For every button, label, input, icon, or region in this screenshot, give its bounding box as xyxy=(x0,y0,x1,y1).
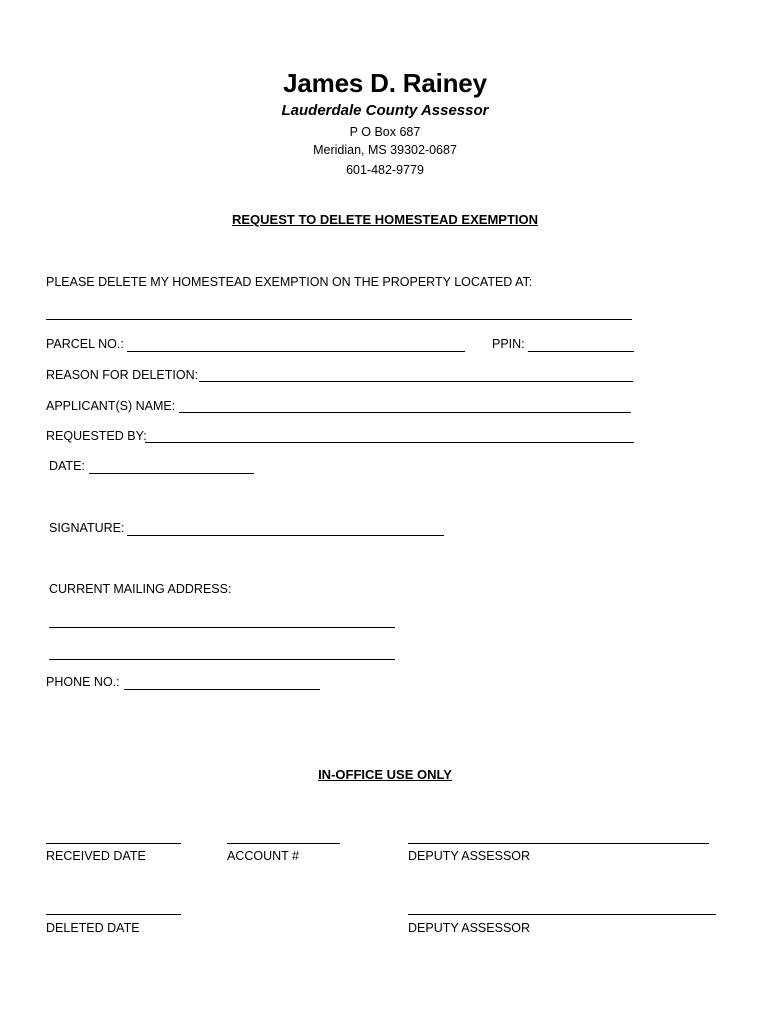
deputy-assessor-label-2: DEPUTY ASSESSOR xyxy=(408,921,531,935)
applicant-line[interactable] xyxy=(179,412,631,413)
mailing-address-line-1[interactable] xyxy=(49,627,395,628)
signature-line[interactable] xyxy=(127,535,444,536)
phone-label: PHONE NO.: xyxy=(46,675,120,689)
requested-by-line[interactable] xyxy=(145,442,634,443)
mailing-address-line-2[interactable] xyxy=(49,659,395,660)
phone-line[interactable] xyxy=(124,689,320,690)
intro-text: PLEASE DELETE MY HOMESTEAD EXEMPTION ON THE PROPERTY LOCATED AT: xyxy=(46,275,533,289)
deputy-assessor-line-1[interactable] xyxy=(408,843,709,844)
received-date-label: RECEIVED DATE xyxy=(46,849,146,863)
received-date-line[interactable] xyxy=(46,843,181,844)
parcel-line[interactable] xyxy=(127,351,465,352)
date-label: DATE: xyxy=(49,459,85,473)
signature-label: SIGNATURE: xyxy=(49,521,125,535)
deleted-date-label: DELETED DATE xyxy=(46,921,140,935)
ppin-label: PPIN: xyxy=(492,337,525,351)
applicant-label: APPLICANT(S) NAME: xyxy=(46,399,176,413)
account-label: ACCOUNT # xyxy=(227,849,300,863)
assessor-name: James D. Rainey xyxy=(283,68,487,98)
reason-label: REASON FOR DELETION: xyxy=(46,368,199,382)
mailing-address-label: CURRENT MAILING ADDRESS: xyxy=(49,582,232,596)
office-phone: 601-482-9779 xyxy=(346,163,424,177)
deleted-date-line[interactable] xyxy=(46,914,181,915)
ppin-line[interactable] xyxy=(528,351,634,352)
deputy-assessor-line-2[interactable] xyxy=(408,914,716,915)
requested-by-label: REQUESTED BY: xyxy=(46,429,147,443)
office-title: Lauderdale County Assessor xyxy=(281,102,489,119)
form-title: REQUEST TO DELETE HOMESTEAD EXEMPTION xyxy=(231,212,538,227)
property-location-line[interactable] xyxy=(46,319,632,320)
account-line[interactable] xyxy=(227,843,340,844)
parcel-label: PARCEL NO.: xyxy=(46,337,124,351)
address-line-1: P O Box 687 xyxy=(349,125,421,139)
reason-line[interactable] xyxy=(199,381,633,382)
office-use-heading: IN-OFFICE USE ONLY xyxy=(318,767,452,782)
date-line[interactable] xyxy=(89,473,254,474)
address-line-2: Meridian, MS 39302-0687 xyxy=(313,143,457,157)
deputy-assessor-label-1: DEPUTY ASSESSOR xyxy=(408,849,531,863)
